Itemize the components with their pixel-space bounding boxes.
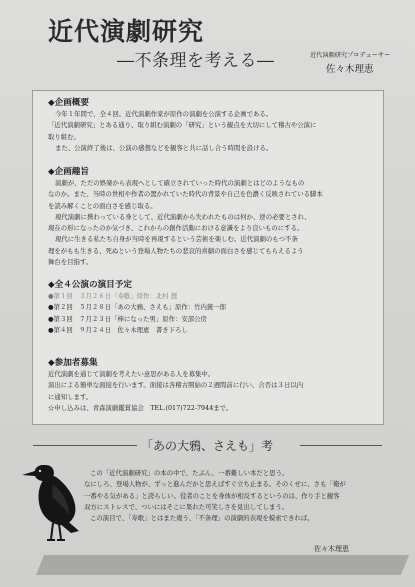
schedule-list	[48, 291, 378, 336]
recruit-section	[48, 358, 378, 414]
purpose-line: 舞台を目指す。	[48, 258, 93, 267]
stone-slab	[36, 555, 409, 575]
purpose-line: を読み解くことの面白さを感じ取る。	[48, 201, 157, 210]
purpose-line: 現在の形になったのか気づき、これからの創作活動における意識をより良いものにする。	[48, 224, 304, 233]
producer-name: 佐々木理恵	[326, 64, 374, 75]
purpose-section	[48, 167, 378, 268]
recruit-contact: ☆申し込みは、青森演劇鑑賞協会 TEL.(017)722-7944まで。	[48, 403, 233, 412]
overview-heading: ◆企画概要	[48, 98, 89, 108]
schedule-item: ●第３回 ７月２３日「棒になった男」原作：安部公房	[48, 314, 207, 323]
purpose-heading: ◆企画趣旨	[48, 167, 89, 177]
overview-line: また、公演終了後は、公演の感想などを観客と共に話し合う時間を設ける。	[55, 143, 273, 152]
overview-text	[48, 109, 378, 154]
recruit-heading: ◆参加者募集	[48, 358, 98, 368]
feature-line: 一番やる気がある」と誇らしい。役者のことを身体が相反するというのは、作り手と観客	[84, 491, 340, 500]
crow-illustration-icon	[19, 457, 97, 547]
schedule-section	[48, 280, 378, 336]
feature-signature: 佐々木理恵	[314, 545, 349, 553]
feature-title-wrap	[141, 437, 273, 454]
purpose-line: 現代に生きる私たち自身が当時を再現するという芸術を楽しむ。近代演劇のもつ不条	[55, 235, 298, 244]
overview-line: 「近代演劇研究」とある通り、取り組む演劇の「研究」という観点を大切にして稽古や公演に	[48, 121, 317, 130]
page-subtitle: ―不条理を考える―	[117, 51, 275, 71]
feature-line: なにしろ、登場人物が、ずっと進んだかと思えばすぐ立ち止まる。そのくせに、さも「俺が	[84, 480, 346, 489]
purpose-line: 現代演劇に携わっている身として、近代演劇から失われたものは何か、逆の必要とされ、	[55, 212, 311, 221]
producer-role: 近代演劇研究プロデューサー	[310, 52, 391, 59]
purpose-line: なのか。また、当時の世相や作者の置かれていた時代の背景や自己を色濃く反映されている脚本	[48, 190, 323, 199]
schedule-item: ●第４回 ９月２４日 佐々木理恵 書き下ろし	[48, 325, 188, 334]
recruit-line: 近代演劇を通じて演劇を考えたい意思がある人を募集中。	[48, 370, 215, 378]
feature-title: 「あの大鴉、さえも」考	[141, 439, 274, 453]
purpose-text	[48, 178, 378, 268]
feature-text	[84, 468, 384, 524]
purpose-line: 理をがもも生きる、死ぬという登場人物たちの悲哀的喜劇の面白さを感じてもらえるよう	[48, 246, 304, 255]
recruit-text	[48, 369, 378, 414]
schedule-item: ●第２回 ５月２８日「あの大鴉、さえも」原作：竹内銃一郎	[48, 303, 227, 312]
page-title: 近代演劇研究	[48, 17, 205, 46]
overview-line: 取り組む。	[48, 132, 80, 141]
overview-line: 今年１年間で、全４回。近代演劇作家が原作の演劇を公演する企画である。	[55, 110, 273, 118]
feature-title-rule-left	[33, 445, 137, 446]
purpose-line: 演劇が、ただの娯楽から表現へとして確立されていった時代の演劇とはどのようなもの	[55, 179, 305, 187]
recruit-line: に通知します。	[48, 392, 93, 401]
schedule-item: ●第１回 ３月２６日「寿歌」原作：北村 想	[48, 292, 178, 300]
recruit-line: 演出による簡単な面接を行います。面接は各稽古開始の２週間前に行い、合否は３日以内	[48, 381, 304, 390]
feature-title-rule-right	[300, 445, 382, 446]
feature-line: この演目で、「寿歌」とはまた違う、「不条理」の演劇的表現を模索できれば。	[90, 514, 314, 523]
feature-line: この「近代演劇研究」の本の中で、たぶん、一番難しい本だと思う。	[90, 469, 289, 477]
overview-section	[48, 98, 378, 154]
schedule-heading: ◆全４公演の演目予定	[48, 280, 132, 290]
feature-line: 双方にストレスで、ついにはそこに果れた可笑しさを見出してしまう。	[84, 502, 289, 511]
crow-svg	[19, 457, 97, 547]
